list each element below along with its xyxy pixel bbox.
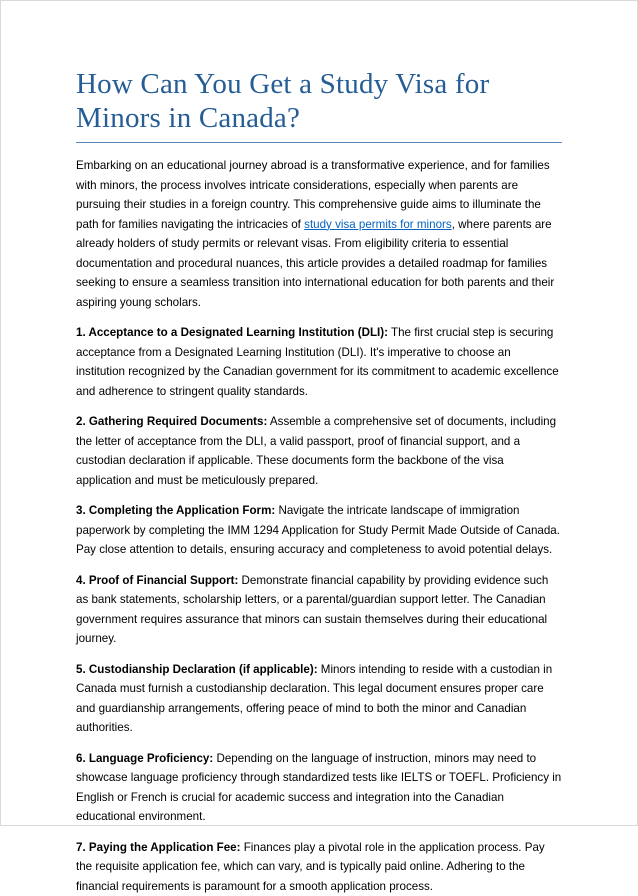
step-label-5: 5. Custodianship Declaration (if applicable): bbox=[76, 663, 318, 676]
step-label-6: 6. Language Proficiency: bbox=[76, 752, 213, 765]
step-label-2: 2. Gathering Required Documents: bbox=[76, 415, 267, 428]
step-text-5: Minors intending to reside with a custodian in Canada must furnish a custodianship declaration. This legal document ensures proper care and guardianship arrangements, offering peace of mind to both the minor and Canadian authorities. bbox=[76, 663, 552, 735]
study-visa-permits-link[interactable]: study visa permits for minors bbox=[304, 218, 452, 231]
step-text-2: Assemble a comprehensive set of documents, including the letter of acceptance from the DLI, a valid passport, proof of financial support, and a custodian declaration if applicable. These documents form the backbone of the visa application and must be meticulously prepared. bbox=[76, 415, 556, 487]
step-text-6: Depending on the language of instruction, minors may need to showcase language proficiency through standardized tests like IELTS or TOEFL. Proficiency in English or French is crucial for academic success and integration into the Canadian educational environment. bbox=[76, 752, 561, 824]
step-text-3: Navigate the intricate landscape of immigration paperwork by completing the IMM 1294 Application for Study Permit Made Outside of Canada. Pay close attention to details, ensuring accuracy and completeness to avoid potential delays. bbox=[76, 504, 560, 556]
step-paragraph-1 bbox=[76, 323, 562, 401]
step-text-4: Demonstrate financial capability by providing evidence such as bank statements, scholarship letters, or a parental/guardian support letter. The Canadian government requires assurance that minors can sustain themselves during their educational journey. bbox=[76, 574, 548, 646]
step-paragraph-3 bbox=[76, 501, 562, 560]
intro-paragraph bbox=[76, 156, 562, 312]
page-title: How Can You Get a Study Visa for Minors in Canada? bbox=[76, 67, 562, 143]
step-paragraph-5 bbox=[76, 660, 562, 738]
intro-text-after-link: , where parents are already holders of study permits or relevant visas. From eligibility criteria to essential documentation and procedural nuances, this article provides a detailed roadmap for families seeking to ensure a seamless transition into international education for both parents and their aspiring young scholars. bbox=[76, 218, 554, 309]
step-paragraph-4 bbox=[76, 571, 562, 649]
step-label-3: 3. Completing the Application Form: bbox=[76, 504, 275, 517]
step-label-4: 4. Proof of Financial Support: bbox=[76, 574, 238, 587]
step-text-1: The first crucial step is securing acceptance from a Designated Learning Institution (DLI). It's imperative to choose an institution recognized by the Canadian government for its commitment to academic excellence and adherence to stringent quality standards. bbox=[76, 326, 559, 398]
intro-text-before-link: Embarking on an educational journey abroad is a transformative experience, and for families with minors, the process involves intricate considerations, especially when parents are pursuing their studies in a foreign country. This comprehensive guide aims to illuminate the path for families navigating the intricacies of bbox=[76, 159, 550, 231]
step-label-7: 7. Paying the Application Fee: bbox=[76, 841, 241, 854]
step-paragraph-2 bbox=[76, 412, 562, 490]
step-text-7: Finances play a pivotal role in the application process. Pay the requisite application fee, which can vary, and is typically paid online. Adhering to the financial requirements is paramount for a smooth application process. bbox=[76, 841, 545, 893]
step-paragraph-7 bbox=[76, 838, 562, 896]
step-label-1: 1. Acceptance to a Designated Learning Institution (DLI): bbox=[76, 326, 388, 339]
step-paragraph-6 bbox=[76, 749, 562, 827]
